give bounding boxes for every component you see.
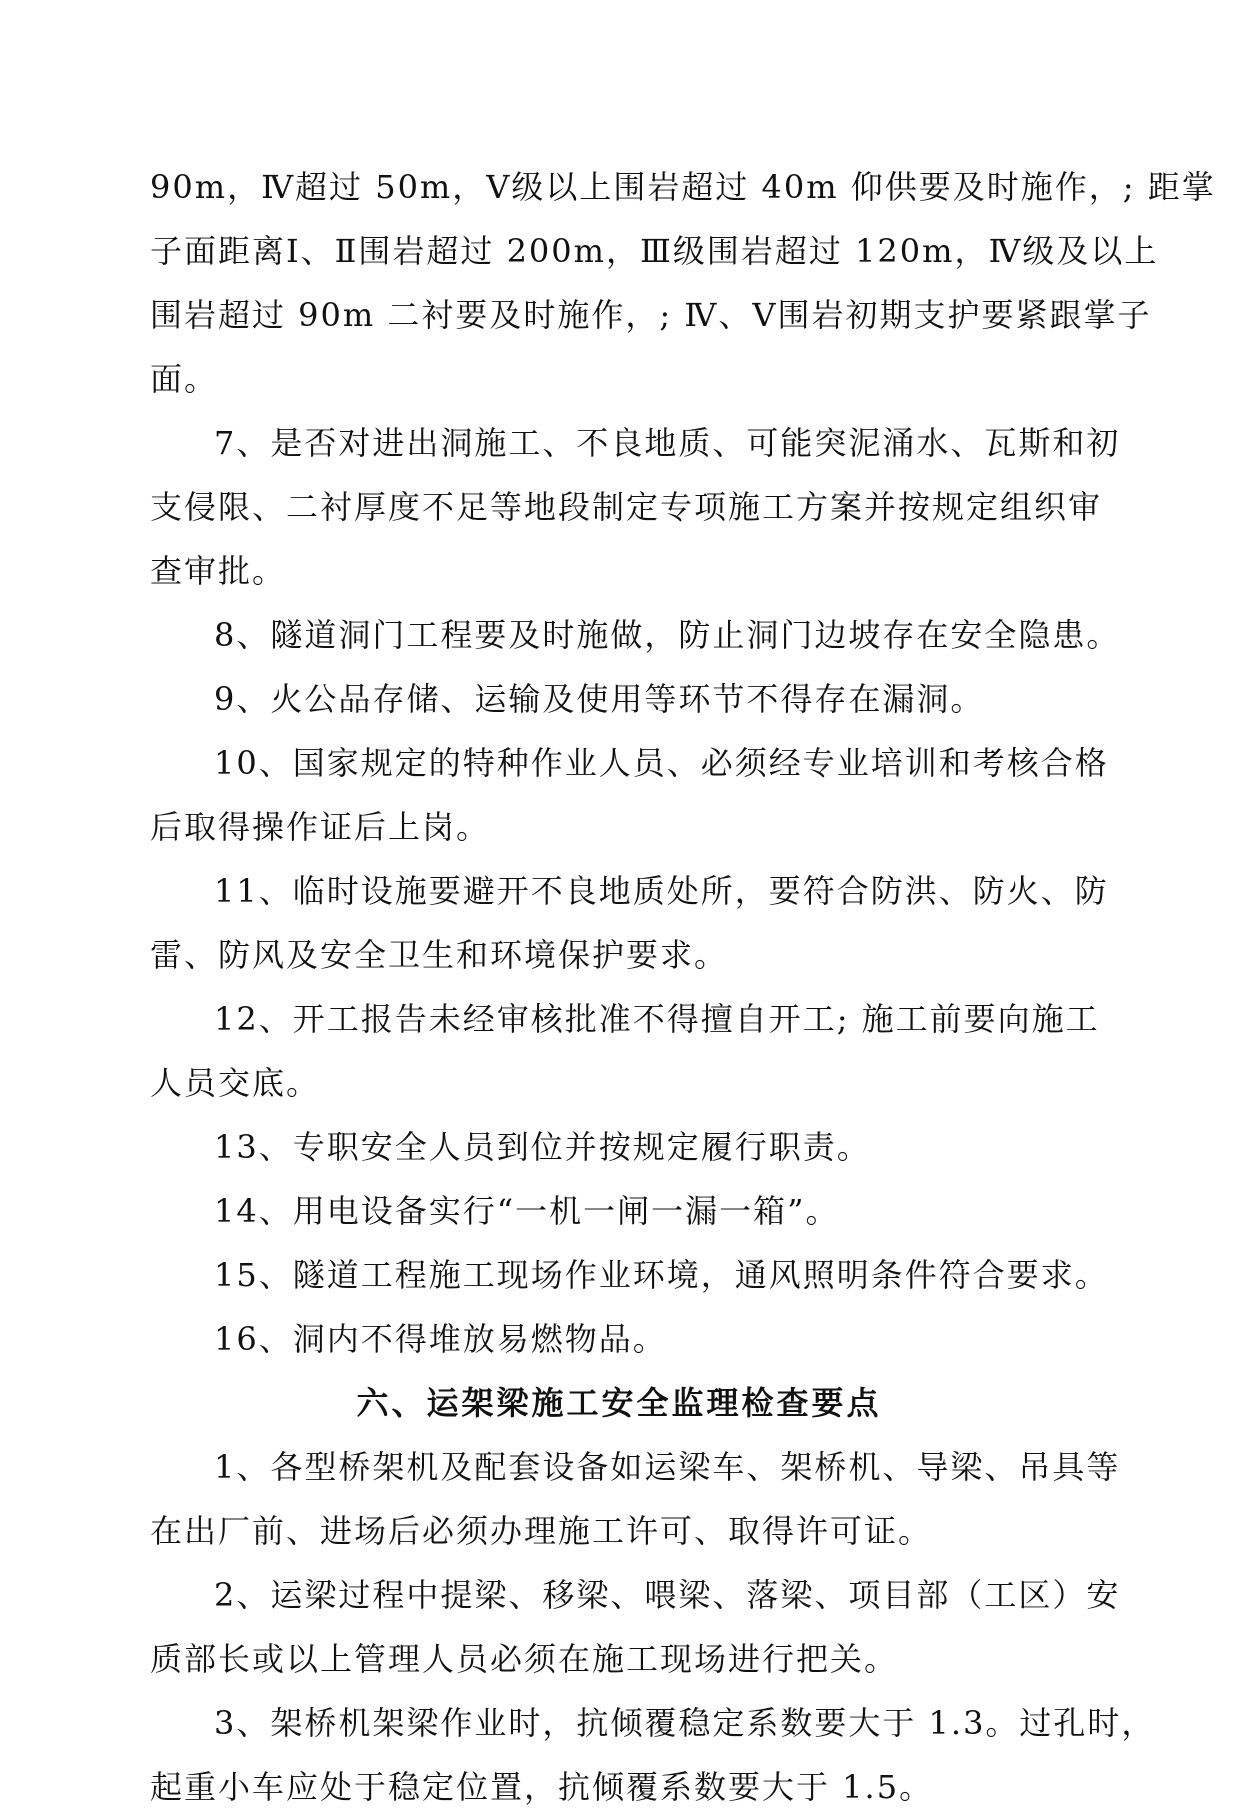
text-line: 90m，Ⅳ超过 50m，Ⅴ级以上围岩超过 40m 仰供要及时施作，; 距掌 (150, 168, 1216, 206)
intro-paragraph (150, 155, 1216, 411)
list-item (150, 1179, 1088, 1243)
text-line: 质部长或以上管理人员必须在施工现场进行把关。 (150, 1640, 899, 1678)
text-line: 14、用电设备实行“一机一闸一漏一箱”。 (214, 1192, 840, 1230)
text-line: 面。 (150, 360, 219, 398)
list-item (150, 1115, 1088, 1179)
document-page (150, 155, 1216, 1819)
list-item (150, 731, 1109, 859)
list-item (150, 1243, 1109, 1307)
text-line: 子面距离Ⅰ、Ⅱ围岩超过 200m，Ⅲ级围岩超过 120m，Ⅳ级及以上 (150, 232, 1159, 270)
text-line: 查审批。 (150, 552, 287, 590)
list-item (150, 667, 1088, 731)
text-line: 13、专职安全人员到位并按规定履行职责。 (214, 1128, 871, 1166)
list-item (150, 859, 1109, 987)
text-line: 11、临时设施要避开不良地质处所，要符合防洪、防火、防 (214, 872, 1109, 910)
text-line: 9、火公品存储、运输及使用等环节不得存在漏洞。 (214, 680, 985, 718)
list-item (150, 1691, 1156, 1819)
text-line: 7、是否对进出洞施工、不良地质、可能突泥涌水、瓦斯和初 (214, 424, 1121, 462)
list-item (150, 603, 1121, 667)
text-line: 雷、防风及安全卫生和环境保护要求。 (150, 936, 729, 974)
list-item (150, 1307, 1088, 1371)
list-item (150, 1435, 1121, 1563)
text-line: 起重小车应处于稳定位置，抗倾覆系数要大于 1.5。 (150, 1768, 934, 1806)
text-line: 后取得操作证后上岗。 (150, 808, 491, 846)
text-line: 1、各型桥架机及配套设备如运梁车、架桥机、导梁、吊具等 (214, 1448, 1121, 1486)
text-line: 2、运梁过程中提梁、移梁、喂梁、落梁、项目部（工区）安 (214, 1576, 1121, 1614)
text-line: 人员交底。 (150, 1064, 321, 1102)
text-line: 10、国家规定的特种作业人员、必须经专业培训和考核合格 (214, 744, 1109, 782)
text-line: 15、隧道工程施工现场作业环境，通风照明条件符合要求。 (214, 1256, 1109, 1294)
text-line: 3、架桥机架梁作业时，抗倾覆稳定系数要大于 1.3。过孔时， (214, 1704, 1156, 1742)
list-item (150, 1563, 1121, 1691)
text-line: 16、洞内不得堆放易燃物品。 (214, 1320, 667, 1358)
section-heading: 六、运架梁施工安全监理检查要点 (356, 1384, 882, 1422)
text-line: 支侵限、二衬厚度不足等地段制定专项施工方案并按规定组织审 (150, 488, 1103, 526)
list-item (150, 987, 1100, 1115)
text-line: 在出厂前、进场后必须办理施工许可、取得许可证。 (150, 1512, 933, 1550)
text-line: 8、隧道洞门工程要及时施做，防止洞门边坡存在安全隐患。 (214, 616, 1121, 654)
text-line: 12、开工报告未经审核批准不得擅自开工; 施工前要向施工 (214, 1000, 1100, 1038)
list-item (150, 411, 1121, 603)
text-line: 围岩超过 90m 二衬要及时施作，; Ⅳ、Ⅴ围岩初期支护要紧跟掌子 (150, 296, 1152, 334)
